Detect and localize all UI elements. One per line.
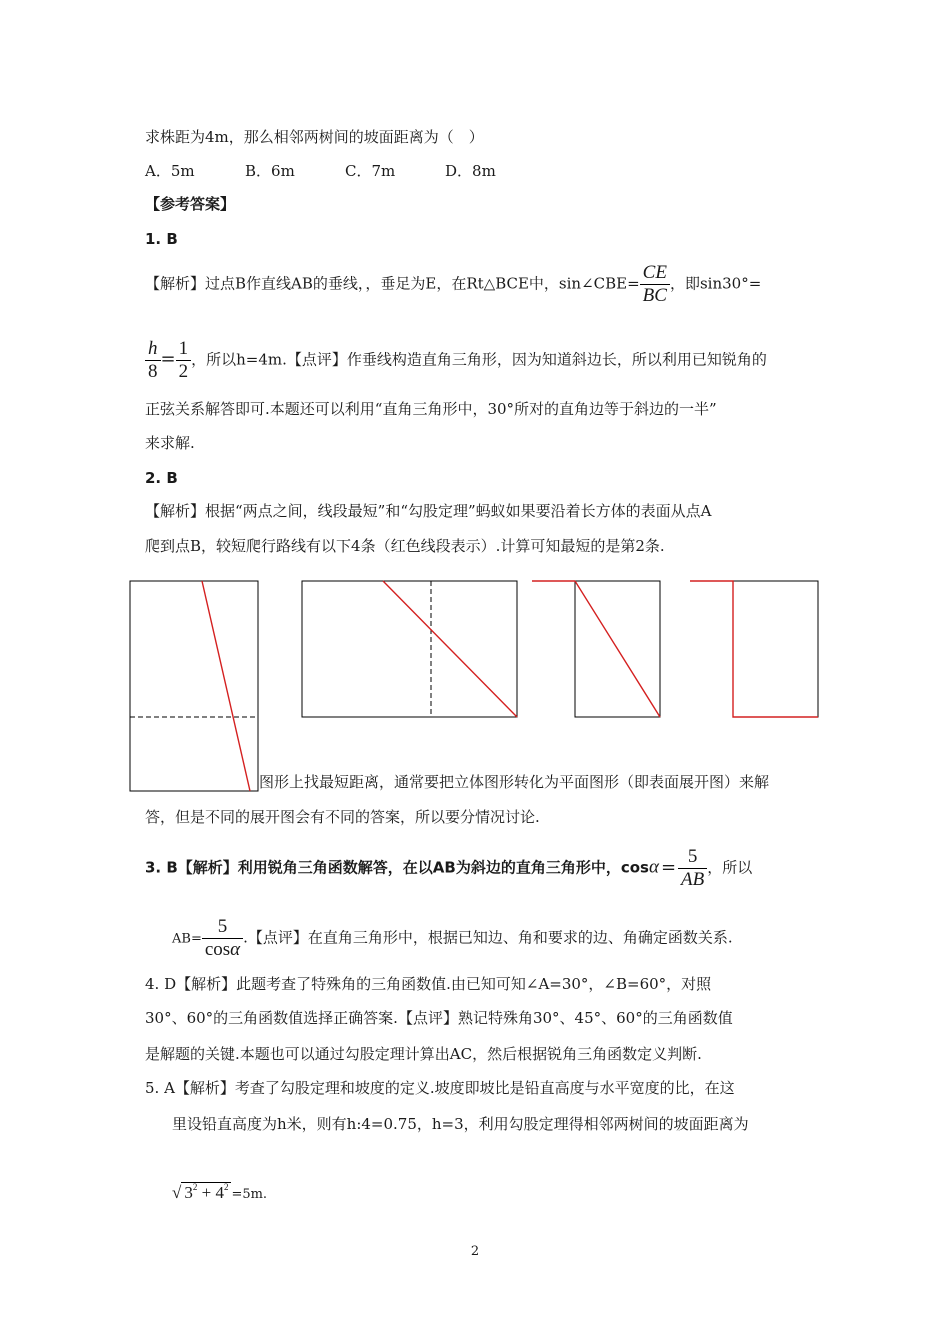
answer-2-line-1: 【解析】根据“两点之间，线段最短”和“勾股定理”蚂蚁如果要沿着长方体的表面从点A: [145, 502, 712, 520]
cos-label: cos: [204, 939, 231, 960]
plus-sign: +: [201, 1183, 212, 1202]
exponent-b: 2: [223, 1182, 229, 1192]
answer-header: 【参考答案】: [145, 195, 236, 213]
net-1-frame: [130, 581, 258, 791]
answer-1-text-a: 【解析】过点B作直线AB的垂线，，垂足为E，在Rt△BCE中，sin∠CBE=: [145, 274, 640, 293]
answer-3-text-c: AB=: [172, 931, 202, 947]
fraction-denominator: BC: [642, 285, 667, 306]
answer-5-result: =5m.: [231, 1187, 268, 1202]
equals-sign: =: [160, 348, 176, 370]
answer-1-line-4: 来求解.: [145, 434, 195, 452]
net-1-red-path: [202, 581, 250, 791]
radical-sign-icon: √: [172, 1183, 182, 1202]
answer-3-text-b: ，所以: [707, 858, 753, 877]
answer-2-line-4: 答，但是不同的展开图会有不同的答案，所以要分情况讨论.: [145, 808, 540, 826]
option-d: D．8m: [445, 162, 496, 180]
net-diagram-1: [130, 581, 258, 791]
fraction-numerator: 1: [176, 338, 192, 361]
fraction-numerator: h: [145, 338, 161, 361]
net-2-red-path: [383, 581, 517, 717]
alpha-symbol: α: [648, 856, 659, 878]
radicand-term-a: 3: [184, 1183, 193, 1202]
fraction-numerator: 5: [202, 916, 243, 939]
fraction-5-ab: [678, 846, 707, 891]
net-4-frame: [733, 581, 818, 717]
answer-3-text-a: 3. B【解析】利用锐角三角函数解答，在以AB为斜边的直角三角形中，cos: [145, 858, 649, 877]
q5-stem: 求株距为4m，那么相邻两树间的坡面距离为（ ）: [145, 128, 484, 146]
square-root-expression: [172, 1176, 231, 1204]
answer-2-number: 2. B: [145, 469, 178, 487]
answer-2-line-3: 图形上找最短距离，通常要把立体图形转化为平面图形（即表面展开图）来解: [259, 773, 770, 791]
answer-4-line-2: 30°、60°的三角函数值选择正确答案.【点评】熟记特殊角30°、45°、60°的三角函数值: [145, 1009, 733, 1027]
answer-5-line-2: 里设铅直高度为h米，则有h:4=0.75，h=3，利用勾股定理得相邻两树间的坡面距离为: [172, 1115, 749, 1133]
fraction-numerator: CE: [640, 262, 670, 285]
net-diagram-2: [302, 581, 517, 717]
net-4-red-path: [690, 581, 818, 717]
answer-1-number: 1. B: [145, 230, 178, 248]
exponent-a: 2: [192, 1182, 198, 1192]
answer-5-line-3: [172, 1176, 267, 1206]
fraction-numerator: 5: [678, 846, 707, 869]
option-a: A．5m: [145, 162, 195, 180]
radicand: [181, 1182, 231, 1202]
answer-1-text-c: ，所以h=4m.【点评】作垂线构造直角三角形，因为知道斜边长，所以利用已知锐角的: [191, 350, 767, 369]
page-number: 2: [470, 1244, 480, 1259]
answer-1-line-3: 正弦关系解答即可.本题还可以利用“直角三角形中，30°所对的直角边等于斜边的一半”: [145, 400, 717, 418]
radicand-term-b: 4: [215, 1183, 224, 1202]
net-3-red-path-diagonal: [575, 581, 660, 717]
option-c: C．7m: [345, 162, 396, 180]
answer-3-text-d: .【点评】在直角三角形中，根据已知边、角和要求的边、角确定函数关系.: [243, 928, 733, 947]
answer-4-line-1: 4. D【解析】此题考查了特殊角的三角函数值.由已知可知∠A=30°，∠B=60°，对照: [145, 975, 712, 993]
fraction-denominator: AB: [681, 869, 705, 890]
alpha-symbol: α: [230, 939, 241, 960]
answer-3-line-1: [145, 846, 752, 891]
equals-sign: =: [660, 856, 677, 878]
net-diagram-4: [690, 581, 818, 717]
fraction-denominator: 2: [178, 361, 189, 382]
net-2-frame: [302, 581, 517, 717]
answer-1-text-b: ，即sin30°=: [669, 274, 762, 293]
answer-2-line-2: 爬到点B，较短爬行路线有以下4条（红色线段表示）.计算可知最短的是第2条.: [145, 537, 665, 555]
fraction-denominator: 8: [148, 361, 158, 382]
answer-3-line-2: [172, 916, 733, 961]
fraction-5-cos: [202, 916, 243, 961]
net-diagram-3: [532, 581, 660, 717]
answer-5-line-1: 5. A【解析】考查了勾股定理和坡度的定义.坡度即坡比是铅直高度与水平宽度的比，在这: [145, 1079, 735, 1097]
option-b: B．6m: [245, 162, 295, 180]
answer-4-line-3: 是解题的关键.本题也可以通过勾股定理计算出AC，然后根据锐角三角函数定义判断.: [145, 1045, 702, 1063]
fraction-denominator: [202, 939, 243, 961]
